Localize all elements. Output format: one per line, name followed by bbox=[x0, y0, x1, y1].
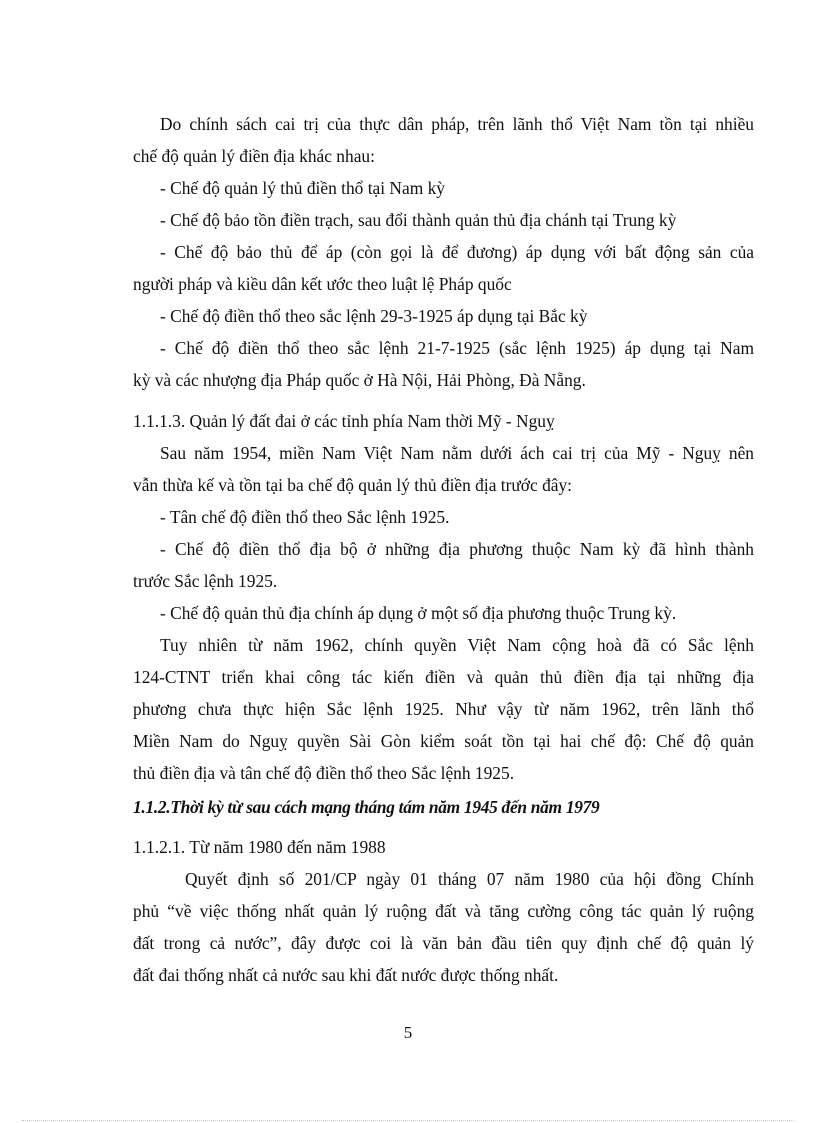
paragraph-line: Sau năm 1954, miền Nam Việt Nam nằm dưới ách cai trị của Mỹ - Nguỵ nên bbox=[160, 443, 754, 463]
list-item: - Chế độ quản lý thủ điền thổ tại Nam kỳ bbox=[160, 178, 445, 198]
section-heading: 1.1.1.3. Quản lý đất đai ở các tỉnh phía Nam thời Mỹ - Nguỵ bbox=[133, 411, 555, 431]
paragraph-line: vẫn thừa kế và tồn tại ba chế độ quản lý thủ điền địa trước đây: bbox=[133, 475, 573, 495]
paragraph-line: đất đai thống nhất cả nước sau khi đất nước được thống nhất. bbox=[133, 965, 559, 985]
list-item-continuation: người pháp và kiều dân kết ước theo luật lệ Pháp quốc bbox=[133, 274, 512, 294]
paragraph-line: đất trong cả nước”, đây được coi là văn bản đầu tiên quy định chế độ quản lý bbox=[133, 933, 754, 953]
list-item: - Chế độ bảo thủ để áp (còn gọi là để đương) áp dụng với bất động sản của bbox=[160, 242, 754, 262]
subsection-heading: 1.1.2.Thời kỳ từ sau cách mạng tháng tám năm 1945 đến năm 1979 bbox=[133, 797, 600, 817]
list-item: - Chế độ bảo tồn điền trạch, sau đổi thành quản thủ địa chánh tại Trung kỳ bbox=[160, 210, 677, 230]
paragraph-line: Miền Nam do Nguỵ quyền Sài Gòn kiểm soát tồn tại hai chế độ: Chế độ quản bbox=[133, 731, 754, 751]
list-item: - Chế độ điền thổ địa bộ ở những địa phương thuộc Nam kỳ đã hình thành bbox=[160, 539, 754, 559]
paragraph-line: chế độ quản lý điền địa khác nhau: bbox=[133, 146, 375, 166]
paragraph-line: phương chưa thực hiện Sắc lệnh 1925. Như vậy từ năm 1962, trên lãnh thổ bbox=[133, 699, 754, 719]
list-item-continuation: trước Sắc lệnh 1925. bbox=[133, 571, 278, 591]
page-number: 5 bbox=[403, 1023, 413, 1042]
paragraph-line: phủ “về việc thống nhất quản lý ruộng đất và tăng cường công tác quản lý ruộng bbox=[133, 901, 754, 921]
list-item: - Chế độ điền thổ theo sắc lệnh 29-3-1925 áp dụng tại Bắc kỳ bbox=[160, 306, 588, 326]
list-item-continuation: kỳ và các nhượng địa Pháp quốc ở Hà Nội, Hải Phòng, Đà Nẵng. bbox=[133, 370, 586, 390]
list-item: - Tân chế độ điền thổ theo Sắc lệnh 1925. bbox=[160, 507, 450, 527]
list-item: - Chế độ điền thổ theo sắc lệnh 21-7-1925 (sắc lệnh 1925) áp dụng tại Nam bbox=[160, 338, 754, 358]
page-bottom-border bbox=[22, 1120, 794, 1121]
section-heading: 1.1.2.1. Từ năm 1980 đến năm 1988 bbox=[133, 837, 386, 857]
paragraph-line: 124-CTNT triển khai công tác kiến điền và quản thủ điền địa tại những địa bbox=[133, 667, 754, 687]
paragraph-line: Quyết định số 201/CP ngày 01 tháng 07 năm 1980 của hội đồng Chính bbox=[185, 869, 754, 889]
paragraph-line: thủ điền địa và tân chế độ điền thổ theo Sắc lệnh 1925. bbox=[133, 763, 515, 783]
paragraph-line: Do chính sách cai trị của thực dân pháp, trên lãnh thổ Việt Nam tồn tại nhiều bbox=[160, 114, 754, 134]
paragraph-line: Tuy nhiên từ năm 1962, chính quyền Việt Nam cộng hoà đã có Sắc lệnh bbox=[160, 635, 754, 655]
list-item: - Chế độ quản thủ địa chính áp dụng ở một số địa phương thuộc Trung kỳ. bbox=[160, 603, 677, 623]
